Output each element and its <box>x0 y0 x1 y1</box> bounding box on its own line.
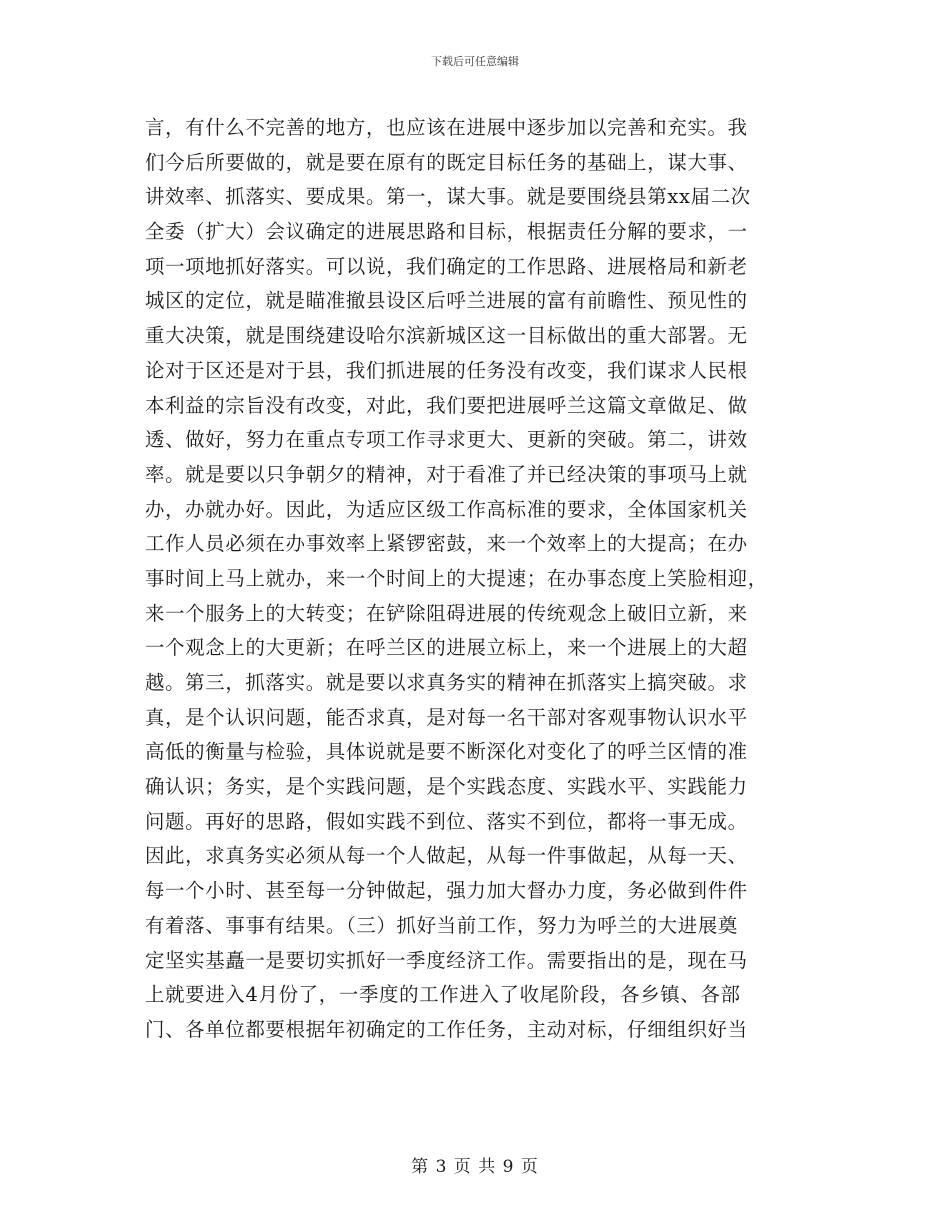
text-line: 门、各单位都要根据年初确定的工作任务，主动对标，仔细组织好当 <box>145 1017 748 1041</box>
text-line: 高低的衡量与检验，具体说就是要不断深化对变化了的呼兰区情的准 <box>145 740 748 764</box>
document-body <box>145 111 805 1048</box>
text-line: 定坚实基矗一是要切实抓好一季度经济工作。需要指出的是，现在马 <box>145 948 748 972</box>
text-line: 越。第三，抓落实。就是要以求真务实的精神在抓落实上搞突破。求 <box>145 671 748 694</box>
page-footer: 第 3 页 共 9 页 <box>411 1157 539 1177</box>
text-line: 们今后所要做的，就是要在原有的既定目标任务的基础上，谋大事、 <box>145 150 748 174</box>
text-line: 每一个小时、甚至每一分钟做起，强力加大督办力度，务必做到件件 <box>145 879 748 903</box>
text-line: 一个观念上的大更新；在呼兰区的进展立标上，来一个进展上的大超 <box>145 636 748 660</box>
text-line: 率。就是要以只争朝夕的精神，对于看准了并已经决策的事项马上就 <box>145 462 748 486</box>
text-line: 真，是个认识问题，能否求真，是对每一名干部对客观事物认识水平 <box>145 705 748 729</box>
text-line: 透、做好，努力在重点专项工作寻求更大、更新的突破。第二，讲效 <box>145 428 748 452</box>
page-header: 下载后可任意编辑 <box>431 55 519 68</box>
text-line: 确认识；务实，是个实践问题，是个实践态度、实践水平、实践能力 <box>145 775 748 799</box>
text-line: 来一个服务上的大转变；在铲除阻碍进展的传统观念上破旧立新，来 <box>145 601 748 625</box>
text-line: 本利益的宗旨没有改变，对此，我们要把进展呼兰这篇文章做足、做 <box>145 393 748 417</box>
text-line: 工作人员必须在办事效率上紧锣密鼓，来一个效率上的大提高；在办 <box>145 532 748 556</box>
text-line: 因此，求真务实必须从每一个人做起，从每一件事做起，从每一天、 <box>145 844 748 868</box>
text-line: 办，办就办好。因此，为适应区级工作高标准的要求，全体国家机关 <box>145 497 748 521</box>
text-line: 论对于区还是对于县，我们抓进展的任务没有改变，我们谋求人民根 <box>145 358 748 382</box>
text-line: 上就要进入4月份了，一季度的工作进入了收尾阶段，各乡镇、各部 <box>145 983 741 1007</box>
text-line: 讲效率、抓落实、要成果。第一，谋大事。就是要围绕县第xx届二次 <box>145 185 751 209</box>
text-line: 有着落、事事有结果。（三）抓好当前工作，努力为呼兰的大进展奠 <box>145 913 739 937</box>
text-line: 事时间上马上就办，来一个时间上的大提速；在办事态度上笑脸相迎， <box>145 566 768 590</box>
text-line: 重大决策，就是围绕建设哈尔滨新城区这一目标做出的重大部署。无 <box>145 324 748 348</box>
text-line: 项一项地抓好落实。可以说，我们确定的工作思路、进展格局和新老 <box>145 254 748 278</box>
text-line: 问题。再好的思路，假如实践不到位、落实不到位，都将一事无成。 <box>145 809 748 833</box>
text-line: 言，有什么不完善的地方，也应该在进展中逐步加以完善和充实。我 <box>145 116 748 139</box>
text-line: 全委（扩大）会议确定的进展思路和目标，根据责任分解的要求，一 <box>145 220 748 244</box>
text-line: 城区的定位，就是瞄准撤县设区后呼兰进展的富有前瞻性、预见性的 <box>145 289 748 313</box>
